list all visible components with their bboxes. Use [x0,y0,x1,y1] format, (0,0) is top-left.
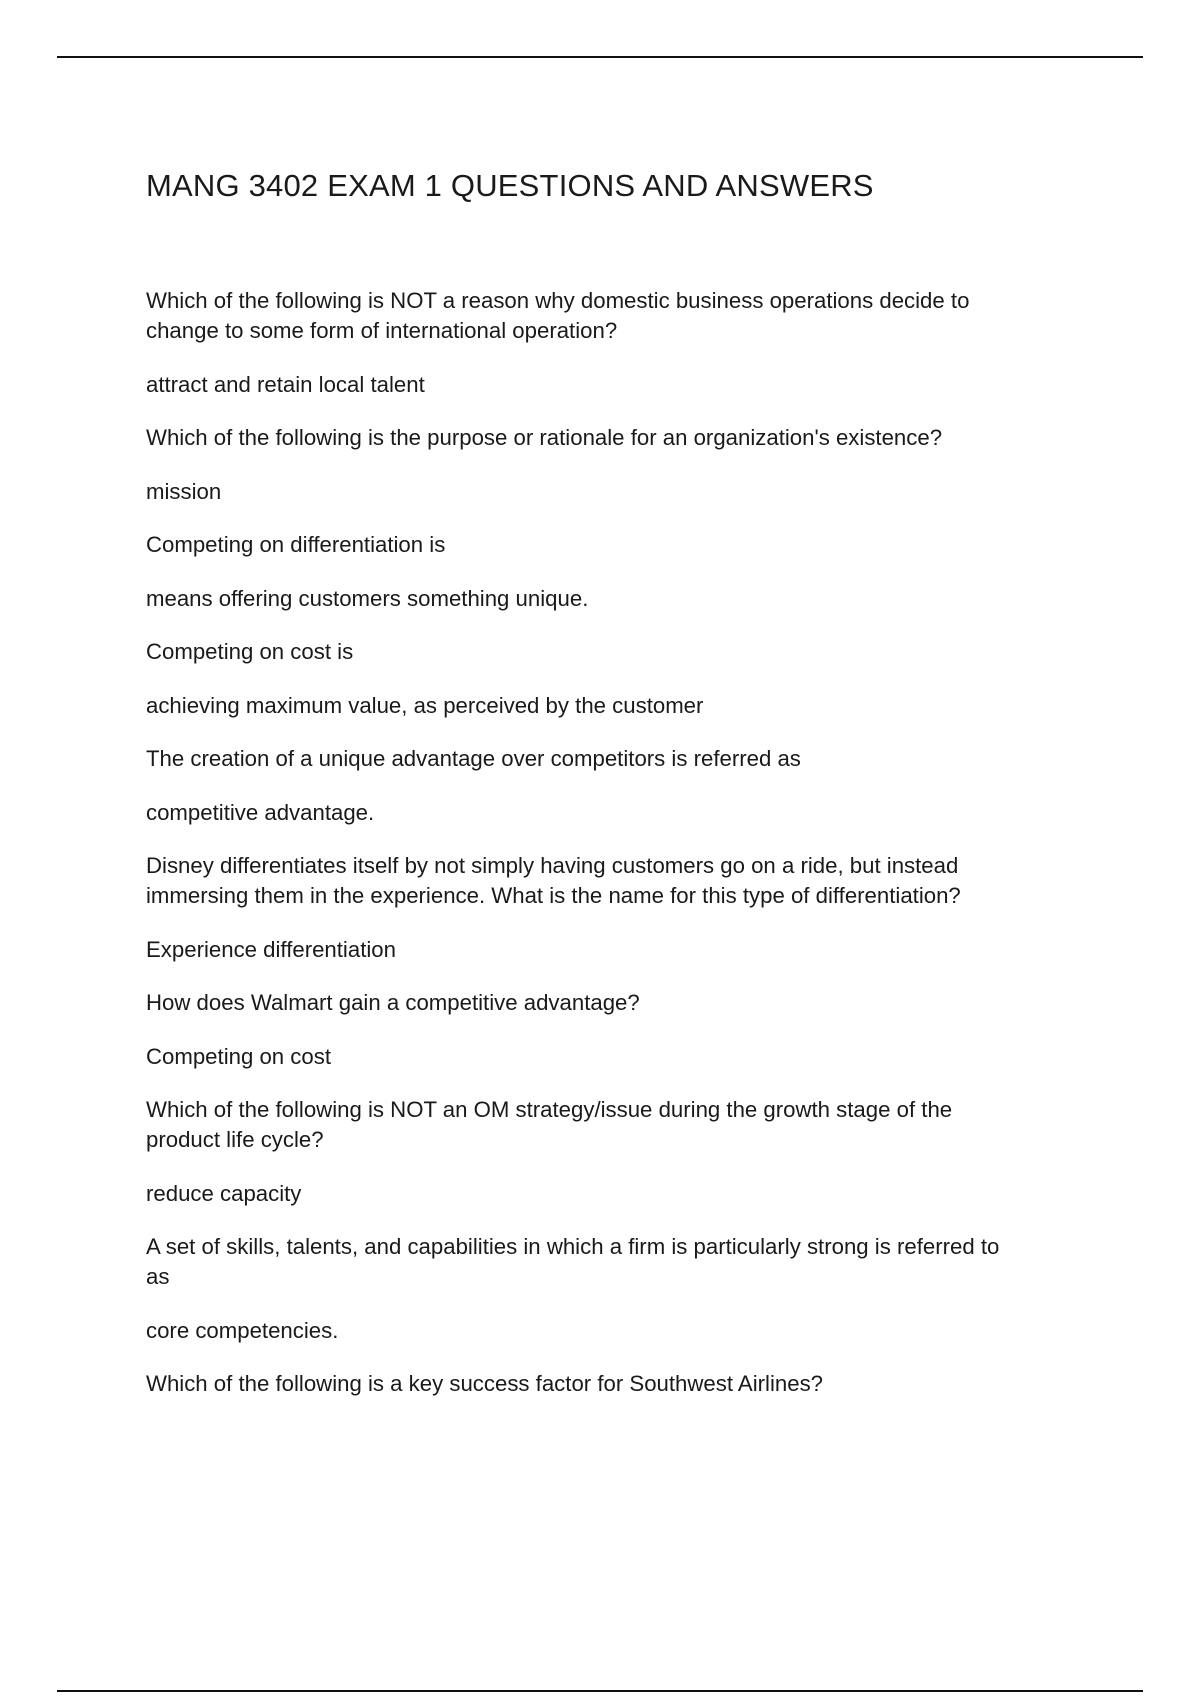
answer-item [146,370,1086,400]
text-line: reduce capacity [146,1180,302,1206]
text-line: The creation of a unique advantage over competitors is referred as [146,746,801,771]
text-line: attract and retain local talent [146,371,425,397]
document-title: MANG 3402 EXAM 1 QUESTIONS AND ANSWERS [146,168,874,203]
text-line: achieving maximum value, as perceived by the customer [146,692,704,718]
answer-item [146,691,1086,721]
text-line: competitive advantage. [146,799,375,825]
answer-item [146,935,1086,965]
question-item [146,637,1086,667]
text-line: Experience differentiation [146,936,396,962]
text-line: Competing on cost [146,1043,331,1069]
question-item [146,286,1086,346]
question-item [146,988,1086,1018]
answer-item [146,477,1086,507]
text-line: Which of the following is NOT an OM strategy/issue during the growth stage of the [146,1097,953,1122]
text-line: product life cycle? [146,1127,324,1152]
text-line: core competencies. [146,1317,339,1343]
question-item [146,1232,1086,1292]
question-item [146,530,1086,560]
answer-item [146,584,1086,614]
bottom-rule [57,1690,1143,1692]
question-item [146,423,1086,453]
text-line: Competing on cost is [146,639,354,664]
answer-item [146,1042,1086,1072]
text-line: How does Walmart gain a competitive advantage? [146,990,640,1015]
text-line: immersing them in the experience. What is the name for this type of differentiation? [146,883,961,908]
question-item [146,1095,1086,1155]
text-line: as [146,1264,170,1289]
text-line: change to some form of international operation? [146,318,618,343]
text-line: A set of skills, talents, and capabilities in which a firm is particularly strong is referred to [146,1234,1000,1259]
question-item [146,1369,1086,1399]
answer-item [146,798,1086,828]
text-line: means offering customers something unique. [146,585,589,611]
text-line: Which of the following is the purpose or rationale for an organization's existence? [146,425,943,450]
text-line: mission [146,478,222,504]
text-line: Which of the following is a key success factor for Southwest Airlines? [146,1371,824,1396]
answer-item [146,1179,1086,1209]
question-item [146,744,1086,774]
text-line: Which of the following is NOT a reason why domestic business operations decide to [146,288,970,313]
answer-item [146,1316,1086,1346]
qa-list [146,286,1086,1423]
question-item [146,851,1086,911]
text-line: Competing on differentiation is [146,532,446,557]
text-line: Disney differentiates itself by not simply having customers go on a ride, but instead [146,853,959,878]
top-rule [57,56,1143,58]
